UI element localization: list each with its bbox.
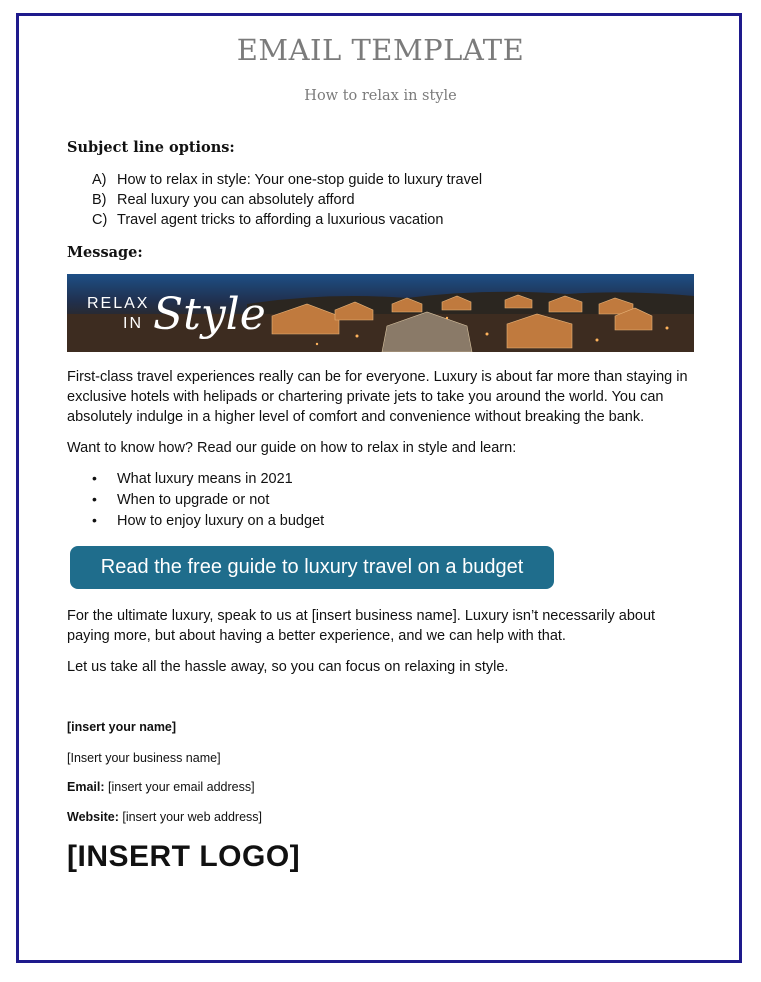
- message-paragraph: First-class travel experiences really can be for everyone. Luxury is about far more than staying in exclusive hotels with helipads or chartering private jets to take you around the world. You can absolutely indulge in a higher level of comfort and convenience without breaking the bank.: [67, 369, 688, 425]
- page-title: EMAIL TEMPLATE: [236, 33, 525, 67]
- signature-email: [67, 780, 255, 794]
- subject-option: [92, 172, 482, 188]
- email-value: [insert your email address]: [104, 780, 255, 794]
- banner-image: [67, 274, 694, 352]
- logo-placeholder: [INSERT LOGO]: [67, 840, 301, 873]
- option-marker: B): [92, 192, 107, 208]
- website-value: [insert your web address]: [118, 810, 262, 824]
- signature-name: [insert your name]: [67, 720, 177, 734]
- message-paragraph: For the ultimate luxury, speak to us at [insert business name]. Luxury isn’t necessarily about paying more, but about having a better experience, and we can help with that.: [67, 608, 656, 644]
- list-item: [92, 512, 324, 529]
- subject-option: [92, 192, 355, 208]
- banner-graphic: [67, 274, 694, 352]
- signature-website: [67, 810, 262, 824]
- bullet-icon: •: [92, 491, 97, 507]
- subject-option: [92, 212, 443, 228]
- list-item-text: When to upgrade or not: [117, 492, 270, 508]
- list-item: [92, 470, 293, 487]
- signature-business: [Insert your business name]: [67, 751, 221, 765]
- bullet-icon: •: [92, 470, 97, 486]
- cta-button[interactable]: Read the free guide to luxury travel on a budget: [70, 546, 554, 589]
- message-paragraph: Let us take all the hassle away, so you can focus on relaxing in style.: [67, 659, 509, 675]
- email-label: Email:: [67, 780, 105, 794]
- website-label: Website:: [67, 810, 119, 824]
- option-text: How to relax in style: Your one-stop guide to luxury travel: [117, 172, 483, 188]
- list-item-text: What luxury means in 2021: [117, 471, 293, 487]
- list-item: [92, 491, 269, 508]
- message-paragraph: Want to know how? Read our guide on how to relax in style and learn:: [67, 440, 517, 456]
- option-text: Travel agent tricks to affording a luxurious vacation: [117, 212, 444, 228]
- banner-text-in: IN: [123, 315, 143, 332]
- subject-heading: Subject line options:: [67, 139, 235, 156]
- option-marker: C): [92, 212, 108, 228]
- message-heading: Message:: [67, 244, 143, 261]
- option-marker: A): [92, 172, 107, 188]
- list-item-text: How to enjoy luxury on a budget: [117, 513, 325, 529]
- banner-text-style: Style: [153, 289, 266, 340]
- bullet-icon: •: [92, 512, 97, 528]
- banner-text-relax: RELAX: [87, 295, 150, 312]
- page-subtitle: How to relax in style: [304, 88, 457, 104]
- option-text: Real luxury you can absolutely afford: [117, 192, 355, 208]
